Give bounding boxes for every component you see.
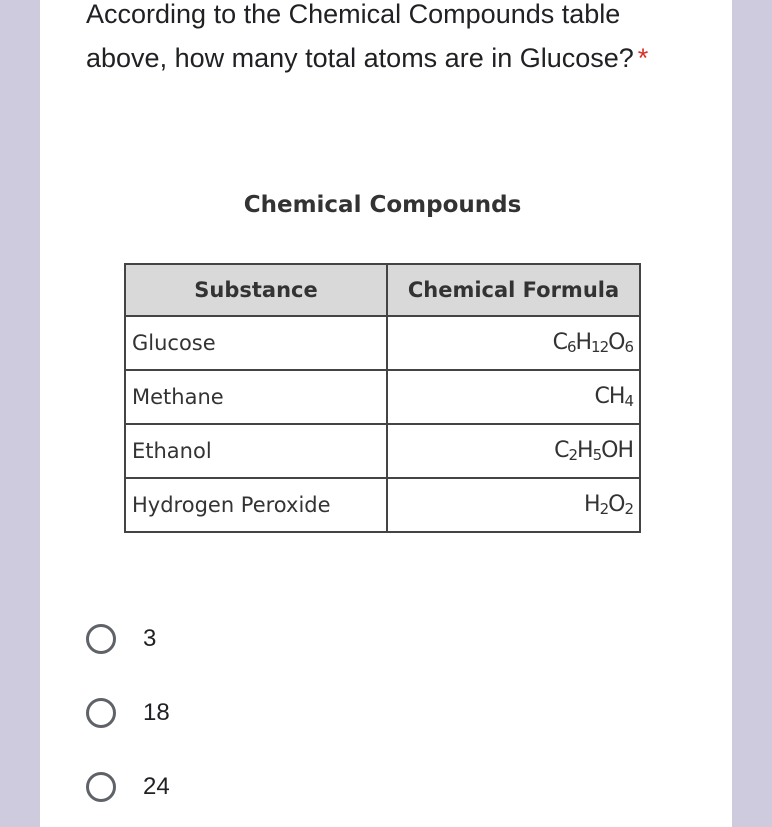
question-label: According to the Chemical Compounds table above, how many total atoms are in Glucose? [86, 0, 634, 73]
table-row [125, 424, 640, 478]
table-row [125, 370, 640, 424]
radio-button[interactable] [86, 772, 116, 802]
element-symbol: O [608, 492, 625, 517]
element-symbol: H [608, 384, 625, 409]
table-header-row [125, 264, 640, 316]
formula-cell [387, 370, 640, 424]
element-symbol: C [554, 438, 569, 463]
header-substance: Substance [125, 264, 387, 316]
substance-cell: Ethanol [125, 424, 387, 478]
header-chemical-formula: Chemical Formula [387, 264, 640, 316]
formula-cell [387, 424, 640, 478]
substance-cell: Hydrogen Peroxide [125, 478, 387, 532]
table-row [125, 478, 640, 532]
element-symbol: H [584, 492, 600, 517]
element-symbol: C [594, 384, 609, 409]
question-text [86, 0, 686, 80]
question-card [40, 0, 732, 827]
element-subscript: 2 [624, 500, 633, 518]
formula-cell [387, 478, 640, 532]
option-label: 24 [143, 773, 170, 800]
element-subscript: 2 [568, 446, 578, 464]
radio-button[interactable] [86, 624, 116, 654]
substance-cell: Glucose [125, 316, 387, 370]
table-title: Chemical Compounds [243, 192, 522, 218]
element-symbol: O [608, 330, 625, 355]
required-asterisk: * [637, 43, 649, 73]
element-symbol: C [552, 330, 567, 355]
element-symbol: OH [601, 438, 633, 463]
compounds-table [124, 263, 641, 533]
option-18[interactable] [86, 676, 170, 750]
element-subscript: 2 [599, 500, 609, 518]
element-symbol: H [575, 330, 592, 355]
element-subscript: 6 [624, 338, 633, 356]
radio-button[interactable] [86, 698, 116, 728]
substance-cell: Methane [125, 370, 387, 424]
element-subscript: 6 [566, 338, 576, 356]
option-3[interactable] [86, 602, 170, 676]
table-row [125, 316, 640, 370]
element-subscript: 12 [591, 338, 609, 356]
element-subscript: 5 [592, 446, 602, 464]
answer-options [86, 602, 170, 824]
formula-cell [387, 316, 640, 370]
option-24[interactable] [86, 750, 170, 824]
element-subscript: 4 [624, 392, 633, 410]
option-label: 18 [143, 699, 170, 726]
option-label: 3 [143, 625, 157, 652]
element-symbol: H [577, 438, 593, 463]
